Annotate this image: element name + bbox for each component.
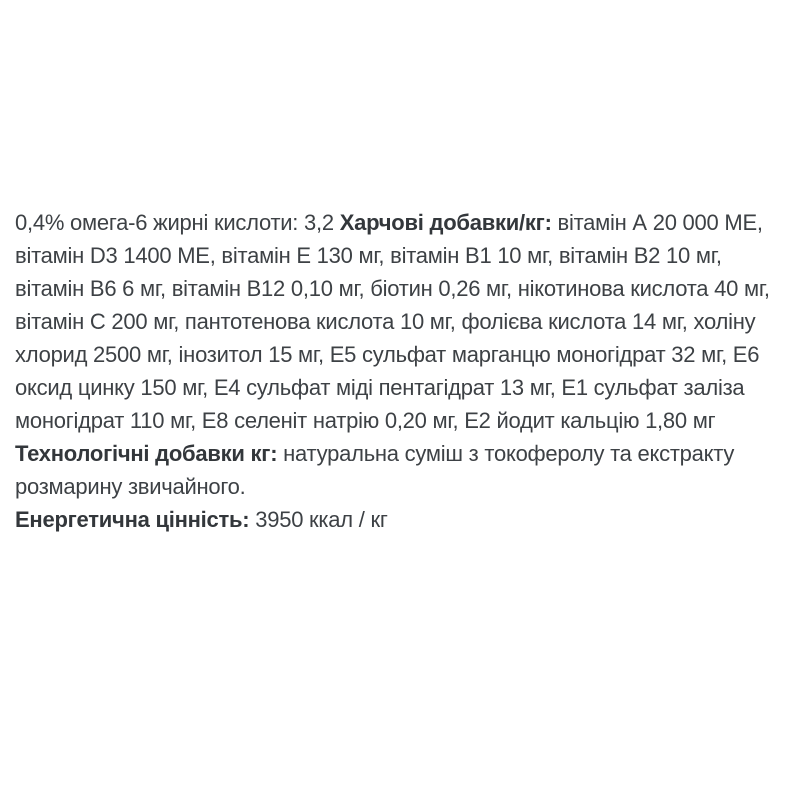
text-run: 3950 ккал / кг — [249, 507, 388, 532]
nutritional-additives-paragraph — [15, 206, 778, 437]
bold-text-run: Харчові добавки/кг: — [339, 210, 552, 235]
technological-additives-paragraph — [15, 437, 778, 503]
text-run: вітамін А 20 000 МЕ, вітамін D3 1400 МЕ, вітамін Е 130 мг, вітамін В1 10 мг, вітамін В2 10 мг, вітамін В6 6 мг, вітамін В12 0,10 мг, біотин 0,26 мг, нікотинова кислота 40 мг, вітамін С 200 мг, пантотенова кислота 10 мг, фолієва кислота 14 мг, холіну хлорид 2500 мг, інозитол 15 мг, Е5 сульфат марганцю моногідрат 32 мг, Е6 оксид цинку 150 мг, Е4 сульфат міді пентагідрат 13 мг, Е1 сульфат заліза моногідрат 110 мг, Е8 селеніт натрію 0,20 мг, Е2 йодит кальцію 1,80 мг — [15, 210, 770, 433]
bold-text-run: Енергетична цінність: — [15, 507, 250, 532]
product-description-text — [15, 206, 778, 536]
text-run: 0,4% омега-6 жирні кислоти: 3,2 — [15, 210, 340, 235]
energy-value-paragraph — [15, 503, 778, 536]
text-run: натуральна суміш з токоферолу та екстракту розмарину звичайного. — [15, 441, 735, 499]
bold-text-run: Технологічні добавки кг: — [15, 441, 278, 466]
